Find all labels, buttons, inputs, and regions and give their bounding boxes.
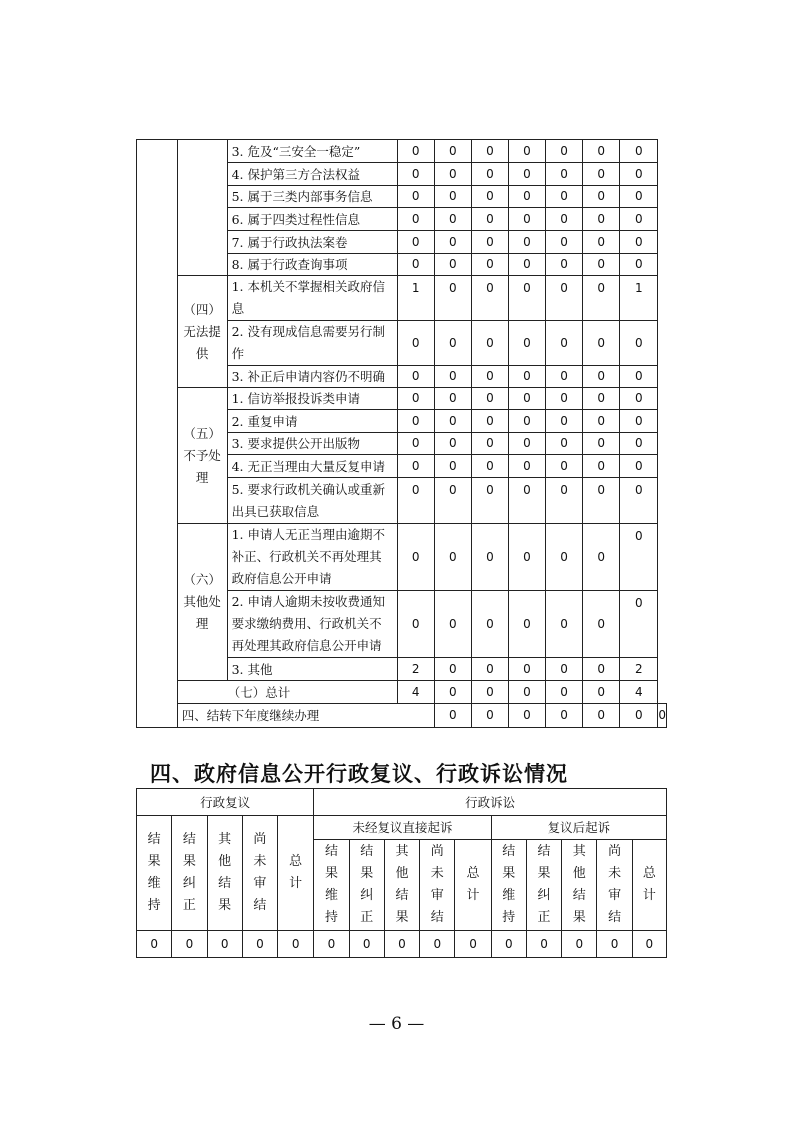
cell-value: 0 (471, 704, 508, 728)
cell-value: 0 (620, 208, 658, 231)
cell-value: 0 (620, 366, 658, 388)
cell-value: 0 (620, 231, 658, 254)
cell-value: 0 (620, 478, 658, 524)
cell-value: 0 (434, 366, 471, 388)
cell-value: 0 (397, 254, 434, 276)
cell-value: 0 (508, 186, 545, 208)
cell-value: 0 (546, 186, 583, 208)
cell-value: 0 (455, 931, 491, 958)
row-label: 5. 要求行政机关确认或重新出具已获取信息 (227, 478, 397, 524)
cell-value: 0 (434, 681, 471, 704)
cell-value: 0 (397, 208, 434, 231)
cell-value: 0 (620, 455, 658, 478)
cell-value: 0 (583, 140, 620, 163)
cell-value: 0 (508, 276, 545, 321)
cell-value: 0 (434, 231, 471, 254)
cell-value: 0 (508, 591, 545, 658)
cell-value: 0 (471, 231, 508, 254)
cell-value: 0 (583, 681, 620, 704)
category-label: （四）无法提供 (177, 276, 227, 388)
cell-value: 0 (583, 455, 620, 478)
row-label: 5. 属于三类内部事务信息 (227, 186, 397, 208)
cell-value: 0 (546, 591, 583, 658)
category-label: （五）不予处理 (177, 388, 227, 524)
cell-value: 0 (546, 208, 583, 231)
cell-value: 4 (620, 681, 658, 704)
cell-value: 0 (546, 140, 583, 163)
row-label: 2. 申请人逾期未按收费通知要求缴纳费用、行政机关不再处理其政府信息公开申请 (227, 591, 397, 658)
cell-value: 0 (583, 658, 620, 681)
row-label: 3. 补正后申请内容仍不明确 (227, 366, 397, 388)
total-row (137, 681, 667, 704)
cell-value: 2 (397, 658, 434, 681)
cell-value: 0 (508, 140, 545, 163)
cell-value: 0 (546, 704, 583, 728)
column-header: 结果维持 (137, 816, 172, 931)
cell-value: 0 (508, 410, 545, 433)
column-header: 其他结果 (384, 840, 419, 931)
disclosure-stats-table (136, 139, 667, 728)
cell-value: 0 (620, 524, 658, 591)
cell-value: 0 (471, 321, 508, 366)
cell-value: 0 (471, 455, 508, 478)
carryover-label: 四、结转下年度继续办理 (177, 704, 434, 728)
cell-value: 0 (349, 931, 384, 958)
cell-value: 0 (620, 186, 658, 208)
cell-value: 0 (546, 455, 583, 478)
row-label: 3. 危及“三安全一稳定” (227, 140, 397, 163)
cell-value: 1 (397, 276, 434, 321)
cell-value: 0 (384, 931, 419, 958)
table-header-row (137, 816, 667, 840)
cell-value: 0 (508, 433, 545, 455)
cell-value: 0 (508, 524, 545, 591)
column-header: 结果纠正 (172, 816, 207, 931)
cell-value: 0 (471, 478, 508, 524)
cell-value: 0 (583, 321, 620, 366)
cell-value: 0 (546, 681, 583, 704)
cell-value: 0 (434, 591, 471, 658)
column-header: 尚未审结 (420, 840, 455, 931)
cell-value: 0 (620, 433, 658, 455)
cell-value: 0 (508, 478, 545, 524)
cell-value: 0 (508, 681, 545, 704)
category-label: （六）其他处理 (177, 524, 227, 681)
cell-value: 0 (397, 321, 434, 366)
table-row (137, 931, 667, 958)
cell-value: 0 (597, 931, 632, 958)
column-header: 总计 (455, 840, 491, 931)
cell-value: 0 (583, 231, 620, 254)
review-header: 行政复议 (137, 789, 314, 816)
cell-value: 0 (583, 410, 620, 433)
cell-value: 0 (508, 658, 545, 681)
column-header: 尚未审结 (242, 816, 277, 931)
cell-value: 0 (397, 163, 434, 186)
cell-value: 0 (471, 658, 508, 681)
cell-value: 0 (508, 321, 545, 366)
row-label: 2. 没有现成信息需要另行制作 (227, 321, 397, 366)
cell-value: 0 (620, 704, 658, 728)
cell-value: 0 (546, 366, 583, 388)
direct-suit-header: 未经复议直接起诉 (314, 816, 491, 840)
cell-value: 0 (526, 931, 561, 958)
cell-value: 0 (546, 478, 583, 524)
cell-value: 0 (583, 366, 620, 388)
cell-value: 0 (434, 478, 471, 524)
cell-value: 0 (632, 931, 666, 958)
cell-value: 0 (471, 254, 508, 276)
cell-value: 0 (508, 254, 545, 276)
cell-value: 0 (397, 231, 434, 254)
category-cell (177, 140, 227, 276)
cell-value: 0 (397, 433, 434, 455)
cell-value: 0 (546, 231, 583, 254)
table-header-row (137, 789, 667, 816)
cell-value: 0 (546, 433, 583, 455)
column-header: 结果纠正 (526, 840, 561, 931)
cell-value: 0 (242, 931, 277, 958)
cell-value: 0 (471, 524, 508, 591)
cell-value: 0 (397, 366, 434, 388)
row-label: 1. 申请人无正当理由逾期不补正、行政机关不再处理其政府信息公开申请 (227, 524, 397, 591)
cell-value: 0 (172, 931, 207, 958)
cell-value: 0 (583, 433, 620, 455)
cell-value: 0 (620, 591, 658, 658)
cell-value: 0 (471, 208, 508, 231)
cell-value: 0 (278, 931, 314, 958)
cell-value: 0 (397, 186, 434, 208)
litigation-header: 行政诉讼 (314, 789, 667, 816)
cell-value: 0 (397, 478, 434, 524)
row-label: 3. 要求提供公开出版物 (227, 433, 397, 455)
cell-value: 1 (620, 276, 658, 321)
cell-value: 0 (583, 524, 620, 591)
cell-value: 0 (583, 478, 620, 524)
cell-value: 0 (508, 455, 545, 478)
cell-value: 0 (397, 591, 434, 658)
row-label: 2. 重复申请 (227, 410, 397, 433)
table-row (137, 388, 667, 410)
cell-value: 0 (471, 410, 508, 433)
row-label: 7. 属于行政执法案卷 (227, 231, 397, 254)
cell-value: 0 (434, 524, 471, 591)
cell-value: 0 (546, 524, 583, 591)
cell-value: 0 (620, 254, 658, 276)
cell-value: 0 (434, 186, 471, 208)
cell-value: 0 (434, 321, 471, 366)
after-review-header: 复议后起诉 (491, 816, 666, 840)
cell-value: 0 (546, 276, 583, 321)
cell-value: 0 (583, 254, 620, 276)
cell-value: 0 (508, 366, 545, 388)
column-header: 结果纠正 (349, 840, 384, 931)
cell-value: 0 (434, 658, 471, 681)
cell-value: 0 (583, 276, 620, 321)
cell-value: 0 (434, 410, 471, 433)
row-label: 6. 属于四类过程性信息 (227, 208, 397, 231)
row-label: 4. 保护第三方合法权益 (227, 163, 397, 186)
table-row (137, 140, 667, 163)
row-label: 8. 属于行政查询事项 (227, 254, 397, 276)
cell-value: 0 (471, 186, 508, 208)
row-label: 4. 无正当理由大量反复申请 (227, 455, 397, 478)
row-label: 1. 本机关不掌握相关政府信息 (227, 276, 397, 321)
cell-value: 0 (434, 455, 471, 478)
cell-value: 0 (546, 658, 583, 681)
cell-value: 0 (471, 140, 508, 163)
total-label: （七）总计 (177, 681, 397, 704)
cell-value: 0 (397, 455, 434, 478)
cell-value: 0 (434, 433, 471, 455)
cell-value: 4 (397, 681, 434, 704)
cell-value: 0 (620, 163, 658, 186)
cell-value: 0 (546, 163, 583, 186)
column-header: 其他结果 (562, 840, 597, 931)
cell-value: 0 (471, 388, 508, 410)
cell-value: 0 (207, 931, 242, 958)
cell-value: 0 (397, 388, 434, 410)
column-header: 总计 (278, 816, 314, 931)
cell-value: 0 (508, 208, 545, 231)
cell-value: 0 (620, 410, 658, 433)
cell-value: 0 (434, 388, 471, 410)
column-header: 结果维持 (491, 840, 526, 931)
cell-value: 0 (434, 163, 471, 186)
table-row (137, 276, 667, 321)
cell-value: 0 (137, 931, 172, 958)
section-heading: 四、政府信息公开行政复议、行政诉讼情况 (150, 762, 568, 786)
cell-value: 0 (620, 321, 658, 366)
cell-value: 0 (471, 681, 508, 704)
cell-value: 0 (508, 388, 545, 410)
cell-value: 0 (583, 591, 620, 658)
cell-value: 0 (434, 140, 471, 163)
cell-value: 0 (620, 388, 658, 410)
cell-value: 0 (471, 276, 508, 321)
cell-value: 0 (508, 231, 545, 254)
row-label: 1. 信访举报投诉类申请 (227, 388, 397, 410)
table-row (137, 524, 667, 591)
cell-value: 0 (434, 254, 471, 276)
outer-category-cell (137, 140, 178, 728)
cell-value: 0 (471, 433, 508, 455)
cell-value: 0 (397, 410, 434, 433)
cell-value: 0 (508, 704, 545, 728)
review-litigation-table (136, 788, 667, 958)
cell-value: 0 (508, 163, 545, 186)
cell-value: 0 (562, 931, 597, 958)
page-number: — 6 — (368, 1014, 425, 1034)
cell-value: 2 (620, 658, 658, 681)
cell-value: 0 (471, 591, 508, 658)
cell-value: 0 (546, 410, 583, 433)
column-header: 结果维持 (314, 840, 349, 931)
column-header: 尚未审结 (597, 840, 632, 931)
cell-value: 0 (583, 163, 620, 186)
cell-value: 0 (583, 208, 620, 231)
carryover-row (137, 704, 667, 728)
cell-value: 0 (546, 254, 583, 276)
cell-value: 0 (491, 931, 526, 958)
cell-value: 0 (658, 704, 667, 728)
cell-value: 0 (583, 704, 620, 728)
cell-value: 0 (397, 140, 434, 163)
cell-value: 0 (546, 321, 583, 366)
cell-value: 0 (397, 524, 434, 591)
cell-value: 0 (471, 163, 508, 186)
cell-value: 0 (583, 186, 620, 208)
cell-value: 0 (434, 276, 471, 321)
cell-value: 0 (471, 366, 508, 388)
cell-value: 0 (546, 388, 583, 410)
row-label: 3. 其他 (227, 658, 397, 681)
cell-value: 0 (620, 140, 658, 163)
column-header: 其他结果 (207, 816, 242, 931)
column-header: 总计 (632, 840, 666, 931)
cell-value: 0 (420, 931, 455, 958)
cell-value: 0 (314, 931, 349, 958)
cell-value: 0 (434, 208, 471, 231)
cell-value: 0 (583, 388, 620, 410)
cell-value: 0 (434, 704, 471, 728)
